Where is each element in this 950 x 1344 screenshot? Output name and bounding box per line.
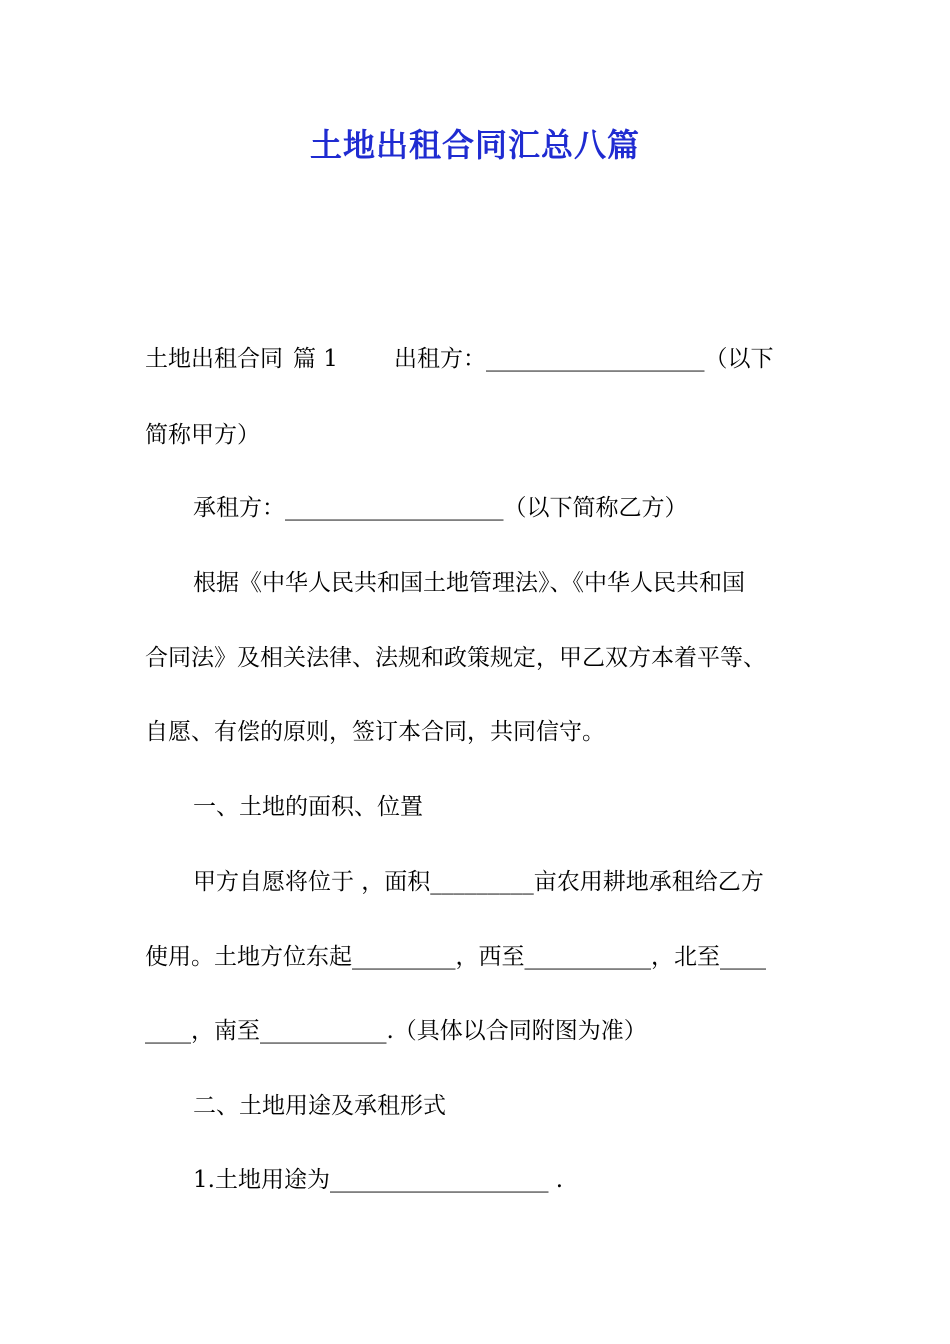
paragraph-land-line-1: 甲方自愿将位于 ，面积_________亩农用耕地承租给乙方 bbox=[193, 869, 764, 895]
paragraph-basis-line-3: 自愿、有偿的原则，签订本合同，共同信守。 bbox=[145, 719, 605, 745]
paragraph-basis-text-1: 根据《中华人民共和国土地管理法》、《中华人民共和国 bbox=[193, 570, 745, 596]
line-1 bbox=[145, 344, 810, 374]
paragraph-basis-line-2: 合同法》及相关法律、法规和政策规定，甲乙双方本着平等、 bbox=[145, 645, 766, 671]
clause-land-use: 1.土地用途为___________________ . bbox=[193, 1167, 564, 1193]
lessee-field: 承租方：___________________（以下简称乙方） bbox=[193, 495, 688, 521]
lessor-field: 出租方：___________________（以下 bbox=[393, 346, 774, 372]
document-title: 土地出租合同汇总八篇 bbox=[309, 126, 640, 164]
contract-heading: 土地出租合同 bbox=[145, 346, 283, 372]
paragraph-land-line-2: 使用。土地方位东起_________，西至___________，北至____ bbox=[145, 944, 766, 970]
line-2: 简称甲方） bbox=[145, 422, 260, 448]
contract-number: 篇 1 bbox=[293, 346, 338, 372]
paragraph-land-line-3: ____，南至___________.（具体以合同附图为准） bbox=[145, 1018, 647, 1044]
section-heading-1: 一、土地的面积、位置 bbox=[193, 794, 423, 820]
section-heading-2: 二、土地用途及承租形式 bbox=[193, 1093, 446, 1119]
paragraph-basis-line-1 bbox=[193, 568, 810, 598]
